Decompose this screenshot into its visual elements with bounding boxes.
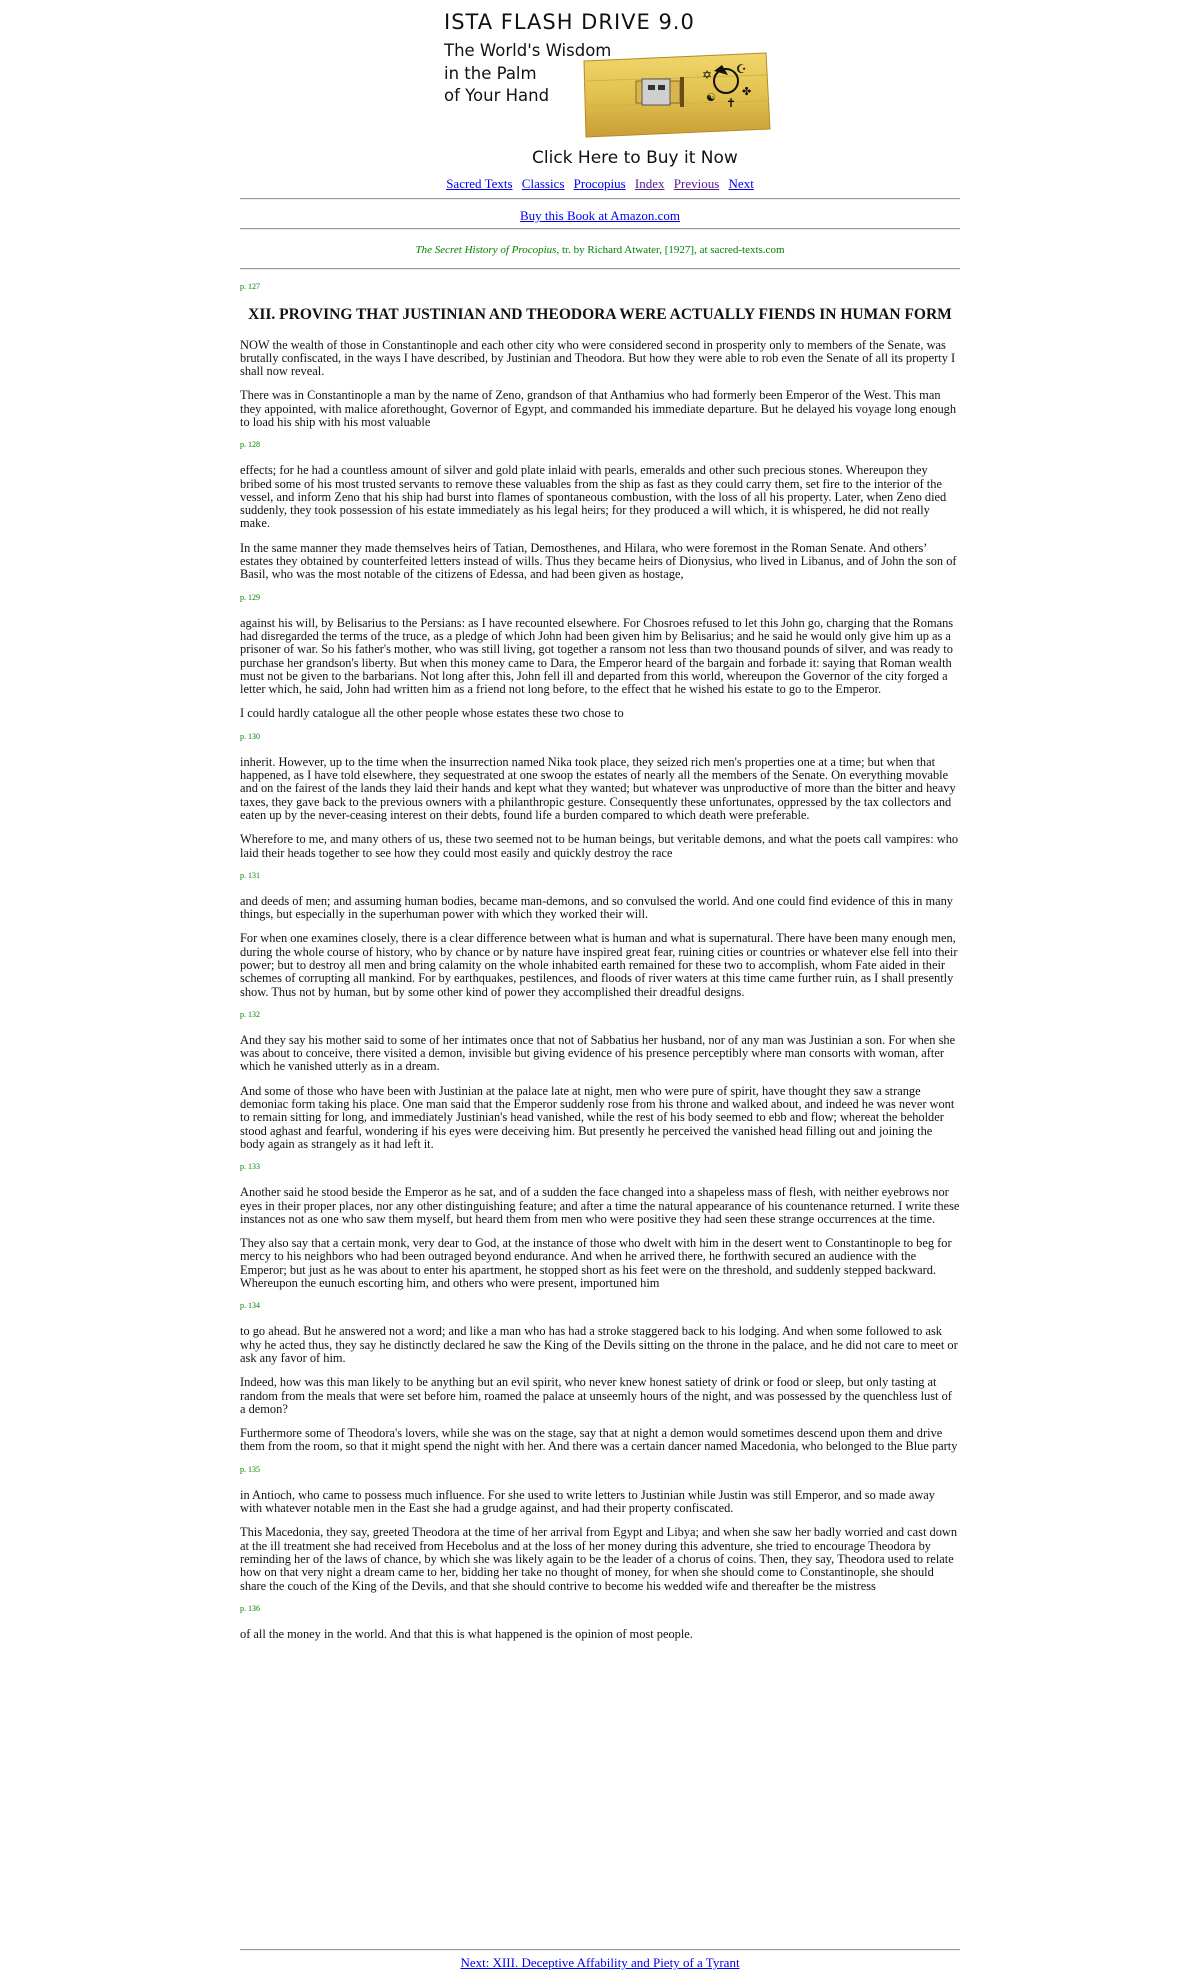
paragraph: to go ahead. But he answered not a word; and like a man who has had a stroke staggered back to his lodging. And when some followed to ask why he acted thus, they say he distinctly declared he saw the King of the Devils sitting on the throne in the palace, and he did not care to meet or ask any favor of him. — [240, 1324, 958, 1365]
paragraph: In the same manner they made themselves heirs of Tatian, Demosthenes, and Hilara, who were foremost in the Roman Senate. And others’ estates they obtained by counterfeited letters instead of wills. Thus they became heirs of Dionysius, who lived in Libanus, and of John the son of Basil, who was the most notable of the citizens of Edessa, and had been given as hostage, — [240, 540, 957, 582]
citation — [0, 244, 1200, 256]
paragraph: Another said he stood beside the Emperor as he sat, and of a sudden the face changed into a shapeless mass of flesh, with neither eyebrows nor eyes in their proper places, nor any other distinguishing feature; and after a time the natural appearance of his countenance returned. I write these instances not as one who saw them myself, but heard them from men who were positive they had seen these strange occurrences at the time. — [240, 1185, 960, 1226]
citation-rest: , tr. by Richard Atwater, [1927], at sacred-texts.com — [556, 244, 785, 256]
page-marker: p. 130 — [240, 731, 260, 741]
chapter-title: XII. PROVING THAT JUSTINIAN AND THEODORA WERE ACTUALLY FIENDS IN HUMAN FORM — [248, 306, 952, 323]
svg-text:☯: ☯ — [706, 92, 716, 104]
nav-previous[interactable]: Previous — [673, 176, 720, 191]
paragraph: and deeds of men; and assuming human bodies, became man-demons, and so convulsed the world. And one could find evidence of this in many things, but especially in the superhuman power with which they worked their will. — [240, 893, 953, 922]
paragraph: inherit. However, up to the time when the insurrection named Nika took place, they seized rich men's properties one at a time; but when that happened, as I have told elsewhere, they sequestrated at one swoop the estates of nearly all the members of the Senate. On everything movable and on the fairest of the lands they laid their hands and kept what they wanted; but whatever was unproductive of more than the bitter and heavy taxes, they gave back to the previous owners with a philanthropic gesture. Consequently these unfortunates, oppressed by the tax collectors and eaten up by the never-ceasing interest on their debts, found life a burden compared to which death were preferable. — [240, 754, 956, 822]
page-marker: p. 133 — [240, 1162, 260, 1172]
paragraph: There was in Constantinople a man by the name of Zeno, grandson of that Anthamius who had formerly been Emperor of the West. This man they appointed, with malice aforethought, Governor of Egypt, and commanded his immediate departure. But he delayed his voyage long enough to load his ship with his most valuable — [240, 388, 957, 429]
divider — [240, 268, 960, 270]
paragraph: in Antioch, who came to possess much influence. For she used to write letters to Justinian while Justin was still Emperor, and so made away with whatever notable men in the East she had a grudge against, and had their property confiscated. — [240, 1487, 935, 1516]
next-chapter-link[interactable]: Next: XIII. Deceptive Affability and Piety of a Tyrant — [460, 1955, 740, 1970]
banner-title: ISTA FLASH DRIVE 9.0 — [444, 10, 695, 34]
page-marker: p. 134 — [240, 1301, 260, 1311]
page-marker: p. 127 — [240, 282, 260, 291]
divider — [240, 1949, 960, 1951]
banner-tagline-3: of Your Hand — [444, 86, 550, 105]
top-navigation — [0, 176, 1200, 192]
page-marker: p. 129 — [240, 592, 260, 602]
banner-tagline-2: in the Palm — [444, 64, 537, 83]
svg-text:✤: ✤ — [742, 86, 752, 98]
page-marker: p. 128 — [240, 440, 260, 450]
citation-title: The Secret History of Procopius — [415, 244, 557, 256]
page-marker: p. 132 — [240, 1009, 260, 1019]
nav-classics[interactable]: Classics — [521, 176, 565, 191]
nav-next[interactable]: Next — [728, 176, 754, 191]
paragraph: Furthermore some of Theodora's lovers, while she was on the stage, say that at night a demon would sometimes descend upon them and drive them from the room, so that it might spend the night with her. And there was a certain dancer named Macedonia, who belonged to the Blue party — [240, 1426, 958, 1454]
chapter-content — [240, 282, 960, 1652]
buy-at-amazon-link[interactable]: Buy this Book at Amazon.com — [520, 208, 680, 223]
paragraph: of all the money in the world. And that this is what happened is the opinion of most people. — [240, 1626, 693, 1641]
amazon-link-container — [0, 208, 1200, 224]
paragraph: Wherefore to me, and many others of us, these two seemed not to be human beings, but veritable demons, and what the poets call vampires: who laid their heads together to see how they could most easily and quickly destroy the race — [240, 832, 959, 860]
page-marker: p. 136 — [240, 1603, 260, 1613]
paragraph: They also say that a certain monk, very dear to God, at the instance of those who dwelt with him in the desert went to Constantinople to beg for mercy to his neighbors who had been outraged beyond endurance. And when he arrived there, he forthwith secured an audience with the Emperor; but just as he was about to enter his apartment, he stopped short as his feet were on the threshold, and suddenly stepped backward. Whereupon the eunuch escorting him, and others who were present, importuned him — [240, 1236, 952, 1291]
paragraph: For when one examines closely, there is a clear difference between what is human and what is supernatural. There have been many enough men, during the whole course of history, who by chance or by nature have inspired great fear, ruining cities or countries or whatever else fell into their power; but to destroy all men and bring calamity on the whole inhabited earth remained for these two to accomplish, whom Fate aided in their schemes of corrupting all mankind. For by earthquakes, pestilences, and floods of river waters at this time came further ruin, as I shall presently show. Thus not by human, but by some other kind of power they accomplished their dreadful designs. — [240, 931, 958, 999]
flash-drive-icon — [576, 51, 772, 139]
page-marker: p. 131 — [240, 870, 260, 880]
paragraph: effects; for he had a countless amount of silver and gold plate inlaid with pearls, emeralds and other such precious stones. Whereupon they bribed some of his most trusted servants to remove these valuables from the ship as fast as they could carry them, set fire to the interior of the vessel, and inform Zeno that his ship had burst into flames of spontaneous combustion, with the loss of all his property. Later, when Zeno died suddenly, they took possession of his estate immediately as his legal heirs; for they produced a will which, it is whispered, he did not really make. — [240, 463, 947, 531]
banner-tagline-1: The World's Wisdom — [444, 41, 612, 60]
ista-flash-drive-banner[interactable] — [438, 6, 778, 174]
svg-text:✝: ✝ — [726, 96, 737, 110]
page-marker: p. 135 — [240, 1464, 260, 1474]
svg-text:✡: ✡ — [702, 68, 713, 82]
divider — [240, 228, 960, 230]
next-chapter-container — [0, 1955, 1200, 1971]
paragraph: Indeed, how was this man likely to be anything but an evil spirit, who never knew honest satiety of drink or food or sleep, but only tasting at random from the meals that were set before him, roamed the palace at unseemly hours of the night, and was possessed by the quenchless lust of a demon? — [240, 1375, 952, 1416]
paragraph: And they say his mother said to some of her intimates once that not of Sabbatius her husband, nor of any man was Justinian a son. For when she was about to conceive, there visited a demon, invisible but giving evidence of his presence perceptibly where man consorts with woman, after which he vanished utterly as in a dream. — [240, 1032, 956, 1074]
buy-now-cta[interactable]: Click Here to Buy it Now — [532, 148, 738, 168]
nav-sacred-texts[interactable]: Sacred Texts — [446, 176, 513, 191]
paragraph: I could hardly catalogue all the other people whose estates these two chose to — [240, 706, 624, 721]
paragraph: NOW the wealth of those in Constantinople and each other city who were considered second in prosperity only to members of the Senate, was brutally confiscated, in the ways I have described, by Justinian and Theodora. But how they were able to rob even the Senate of all its property I shall now reveal. — [240, 337, 956, 379]
svg-text:☪: ☪ — [736, 62, 747, 76]
paragraph: against his will, by Belisarius to the Persians: as I have recounted elsewhere. For Chosroes refused to let this John go, charging that the Romans had disregarded the terms of the truce, as a pledge of which John had been given him by Belisarius; and he said he would only give him up as a prisoner of war. So his father's mother, who was still living, got together a ransom not less than two thousand pounds of silver, and was ready to purchase her grandson's liberty. But when this money came to Dara, the Emperor heard of the bargain and forbade it: saying that Roman wealth must not be given to the barbarians. Not long after this, John fell ill and departed from this world, whereupon the Governor of the city forged a letter which, he said, John had written him as a friend not long before, to the effect that he wished his estate to go to the Emperor. — [240, 615, 954, 697]
nav-index[interactable]: Index — [634, 176, 665, 191]
paragraph: This Macedonia, they say, greeted Theodora at the time of her arrival from Egypt and Libya; and when she saw her badly worried and cast down at the ill treatment she had received from Hecebolus and at the loss of her money during this adventure, she tried to encourage Theodora by reminding her of the laws of chance, by which she was likely again to be the leader of a chorus of coins. Then, they say, Theodora used to relate how on that very night a dream came to her, bidding her take no thought of money, for when she should come to Constantinople, she should share the couch of the King of the Devils, and that she should contrive to become his wedded wife and thereafter be the mistress — [240, 1525, 958, 1593]
nav-procopius[interactable]: Procopius — [573, 176, 626, 191]
divider — [240, 198, 960, 200]
paragraph: And some of those who have been with Justinian at the palace late at night, men who were pure of spirit, have thought they saw a strange demoniac form taking his place. One man said that the Emperor suddenly rose from his throne and walked about, and indeed he was never wont to remain sitting for long, and immediately Justinian's head vanished, while the rest of his body seemed to ebb and flow; whereat the beholder stood aghast and fearful, wondering if his eyes were deceiving him. But presently he perceived the vanished head filling out and joining the body again as strangely as it had left it. — [240, 1083, 955, 1151]
